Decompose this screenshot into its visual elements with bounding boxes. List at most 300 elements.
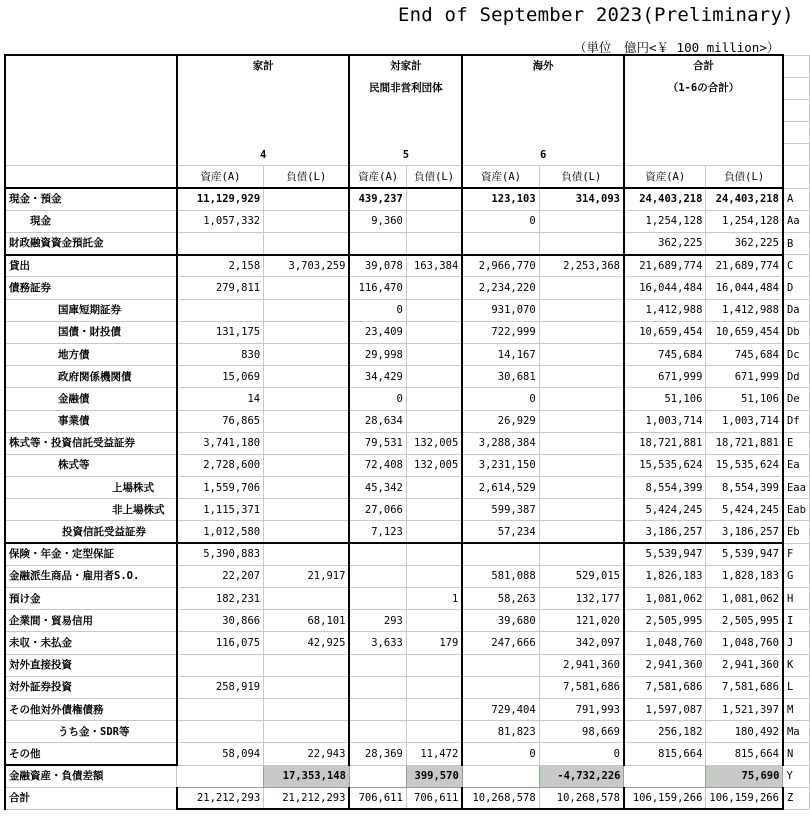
liability-header: 負債(L): [539, 166, 624, 188]
liability-value: 314,093: [539, 188, 624, 210]
code-col-blank: [783, 99, 810, 121]
asset-value: [349, 233, 406, 255]
asset-value: [462, 765, 539, 787]
liability-value: 106,159,266: [706, 787, 783, 809]
liability-value: [406, 676, 462, 698]
liability-value: 75,690: [706, 765, 783, 787]
asset-value: 0: [349, 299, 406, 321]
row-code: Db: [783, 321, 810, 343]
asset-value: 439,237: [349, 188, 406, 210]
asset-value: 2,614,529: [462, 477, 539, 499]
asset-value: 2,941,360: [624, 654, 706, 676]
liability-value: 51,106: [706, 388, 783, 410]
asset-value: 5,424,245: [624, 499, 706, 521]
liability-value: [264, 388, 350, 410]
liability-value: [406, 698, 462, 720]
asset-value: [177, 654, 264, 676]
row-code: E: [783, 432, 810, 454]
asset-value: [177, 233, 264, 255]
row-code: Dc: [783, 343, 810, 365]
asset-value: 22,207: [177, 565, 264, 587]
liability-value: [406, 299, 462, 321]
liability-value: [406, 565, 462, 587]
liability-value: [264, 721, 350, 743]
asset-value: 1,048,760: [624, 632, 706, 654]
asset-value: [349, 765, 406, 787]
asset-value: [177, 721, 264, 743]
asset-value: 18,721,881: [624, 432, 706, 454]
table-row: [5, 499, 810, 521]
liability-value: [264, 321, 350, 343]
asset-value: 10,659,454: [624, 321, 706, 343]
row-label: 対外証券投資: [5, 676, 177, 698]
liability-value: 529,015: [539, 565, 624, 587]
liability-value: [264, 432, 350, 454]
row-code: Eab: [783, 499, 810, 521]
code-col-blank: [783, 166, 810, 188]
code-col-blank: [783, 77, 810, 99]
asset-value: 26,929: [462, 410, 539, 432]
table-row: [5, 366, 810, 388]
asset-value: 15,535,624: [624, 454, 706, 476]
table-row: [5, 787, 810, 809]
group-header: 合計: [624, 55, 783, 77]
liability-value: 21,917: [264, 565, 350, 587]
asset-value: 72,408: [349, 454, 406, 476]
asset-value: 1,412,988: [624, 299, 706, 321]
asset-value: 57,234: [462, 521, 539, 543]
row-label: 対外直接投資: [5, 654, 177, 676]
asset-value: 2,158: [177, 255, 264, 277]
table-row: [5, 743, 810, 765]
asset-value: 362,225: [624, 233, 706, 255]
asset-value: 51,106: [624, 388, 706, 410]
row-code: Y: [783, 765, 810, 787]
table-row: [5, 299, 810, 321]
liability-value: 163,384: [406, 255, 462, 277]
liability-value: [539, 321, 624, 343]
liability-value: [264, 543, 350, 565]
row-code: C: [783, 255, 810, 277]
liability-value: [539, 499, 624, 521]
asset-value: [349, 588, 406, 610]
liability-value: [539, 277, 624, 299]
row-label: 上場株式: [5, 477, 177, 499]
row-label: 貸出: [5, 255, 177, 277]
liability-value: 791,993: [539, 698, 624, 720]
liability-value: 1: [406, 588, 462, 610]
row-code: Da: [783, 299, 810, 321]
group-number: 5: [349, 144, 462, 166]
liability-value: 8,554,399: [706, 477, 783, 499]
asset-value: 0: [349, 388, 406, 410]
asset-value: 28,369: [349, 743, 406, 765]
liability-value: [539, 432, 624, 454]
asset-value: 28,634: [349, 410, 406, 432]
row-label: うち金・SDR等: [5, 721, 177, 743]
asset-value: 14: [177, 388, 264, 410]
group-header: 家計: [177, 55, 350, 77]
table-row: [5, 698, 810, 720]
table-row: [5, 255, 810, 277]
asset-value: 1,115,371: [177, 499, 264, 521]
asset-value: 24,403,218: [624, 188, 706, 210]
group-spacer: [177, 99, 350, 121]
liability-value: [264, 477, 350, 499]
asset-value: 931,070: [462, 299, 539, 321]
code-col-blank: [783, 55, 810, 77]
liability-value: 22,943: [264, 743, 350, 765]
asset-value: 0: [462, 743, 539, 765]
liability-value: 10,268,578: [539, 787, 624, 809]
liability-value: 132,005: [406, 432, 462, 454]
liability-value: [264, 499, 350, 521]
liability-value: 1,254,128: [706, 210, 783, 232]
asset-value: 116,470: [349, 277, 406, 299]
asset-value: 1,254,128: [624, 210, 706, 232]
row-label: 金融債: [5, 388, 177, 410]
asset-value: 256,182: [624, 721, 706, 743]
liability-value: 16,044,484: [706, 277, 783, 299]
table-row: [5, 565, 810, 587]
row-label: 現金・預金: [5, 188, 177, 210]
liability-value: 42,925: [264, 632, 350, 654]
liability-value: 132,177: [539, 588, 624, 610]
row-label: 国債・財投債: [5, 321, 177, 343]
liability-value: [264, 188, 350, 210]
asset-value: 830: [177, 343, 264, 365]
asset-value: 0: [462, 210, 539, 232]
asset-value: 581,088: [462, 565, 539, 587]
row-label: 保険・年金・定型保証: [5, 543, 177, 565]
row-code: Z: [783, 787, 810, 809]
liability-value: 5,539,947: [706, 543, 783, 565]
liability-value: [264, 233, 350, 255]
asset-value: 3,741,180: [177, 432, 264, 454]
asset-value: 599,387: [462, 499, 539, 521]
liability-value: [406, 233, 462, 255]
asset-value: 58,094: [177, 743, 264, 765]
asset-value: [349, 565, 406, 587]
row-label: 株式等: [5, 454, 177, 476]
row-label: その他対外債権債務: [5, 698, 177, 720]
row-code: F: [783, 543, 810, 565]
liability-value: [264, 210, 350, 232]
liability-value: 745,684: [706, 343, 783, 365]
liability-value: [539, 366, 624, 388]
table-row: [5, 588, 810, 610]
asset-value: 7,581,686: [624, 676, 706, 698]
liability-value: 11,472: [406, 743, 462, 765]
report-title: End of September 2023(Preliminary): [398, 4, 794, 26]
liability-value: [539, 521, 624, 543]
group-spacer: [462, 122, 624, 144]
liability-value: [264, 588, 350, 610]
asset-value: 279,811: [177, 277, 264, 299]
liability-value: [406, 188, 462, 210]
asset-value: 10,268,578: [462, 787, 539, 809]
asset-value: 58,263: [462, 588, 539, 610]
asset-value: 39,680: [462, 610, 539, 632]
row-label: 現金: [5, 210, 177, 232]
asset-header: 資産(A): [349, 166, 406, 188]
asset-value: 1,012,580: [177, 521, 264, 543]
liability-value: 68,101: [264, 610, 350, 632]
asset-value: [177, 698, 264, 720]
liability-value: [264, 454, 350, 476]
asset-value: 5,539,947: [624, 543, 706, 565]
asset-value: 27,066: [349, 499, 406, 521]
group-number: 4: [177, 144, 350, 166]
row-label: その他: [5, 743, 177, 765]
liability-value: [539, 233, 624, 255]
asset-value: [349, 676, 406, 698]
asset-value: 11,129,929: [177, 188, 264, 210]
liability-value: [539, 477, 624, 499]
row-label: 金融派生商品・雇用者S.O.: [5, 565, 177, 587]
group-number: [624, 144, 783, 166]
asset-value: 729,404: [462, 698, 539, 720]
liability-value: [406, 654, 462, 676]
row-code: Ea: [783, 454, 810, 476]
liability-value: 815,664: [706, 743, 783, 765]
liability-value: [406, 610, 462, 632]
liability-value: 24,403,218: [706, 188, 783, 210]
header-blank: [5, 166, 177, 188]
asset-value: 293: [349, 610, 406, 632]
asset-value: 14,167: [462, 343, 539, 365]
liability-value: 132,005: [406, 454, 462, 476]
table-row: [5, 321, 810, 343]
row-code: B: [783, 233, 810, 255]
row-code: Ma: [783, 721, 810, 743]
liability-value: [539, 343, 624, 365]
table-row: [5, 277, 810, 299]
liability-value: 17,353,148: [264, 765, 350, 787]
asset-value: 706,611: [349, 787, 406, 809]
asset-value: 23,409: [349, 321, 406, 343]
liability-value: [406, 477, 462, 499]
asset-value: 1,003,714: [624, 410, 706, 432]
table-row: [5, 233, 810, 255]
table-row: [5, 521, 810, 543]
liability-value: 7,581,686: [539, 676, 624, 698]
financial-table: [4, 54, 810, 810]
group-spacer: [349, 122, 462, 144]
group-spacer: [624, 122, 783, 144]
row-code: I: [783, 610, 810, 632]
row-label: 債務証券: [5, 277, 177, 299]
table-row: [5, 388, 810, 410]
liability-value: [406, 499, 462, 521]
asset-value: 3,633: [349, 632, 406, 654]
table-row: [5, 188, 810, 210]
group-spacer: [462, 99, 624, 121]
row-code: De: [783, 388, 810, 410]
liability-value: [264, 410, 350, 432]
asset-value: 671,999: [624, 366, 706, 388]
asset-value: 2,234,220: [462, 277, 539, 299]
row-label: 株式等・投資信託受益証券: [5, 432, 177, 454]
asset-value: 21,689,774: [624, 255, 706, 277]
asset-value: 16,044,484: [624, 277, 706, 299]
code-col-blank: [783, 122, 810, 144]
asset-value: 81,823: [462, 721, 539, 743]
row-label: 預け金: [5, 588, 177, 610]
asset-value: 1,559,706: [177, 477, 264, 499]
liability-value: 2,253,368: [539, 255, 624, 277]
row-code: K: [783, 654, 810, 676]
liability-value: 2,505,995: [706, 610, 783, 632]
asset-value: 745,684: [624, 343, 706, 365]
asset-value: [462, 654, 539, 676]
asset-value: 123,103: [462, 188, 539, 210]
asset-value: 7,123: [349, 521, 406, 543]
liability-value: 1,521,397: [706, 698, 783, 720]
liability-value: [406, 277, 462, 299]
asset-value: 1,826,183: [624, 565, 706, 587]
liability-value: 18,721,881: [706, 432, 783, 454]
liability-value: [264, 676, 350, 698]
liability-value: [539, 388, 624, 410]
asset-value: 1,081,062: [624, 588, 706, 610]
table-row: [5, 432, 810, 454]
asset-value: 5,390,883: [177, 543, 264, 565]
liability-value: 2,941,360: [706, 654, 783, 676]
asset-value: [349, 698, 406, 720]
row-label: 投資信託受益証券: [5, 521, 177, 543]
row-code: H: [783, 588, 810, 610]
table-row: [5, 676, 810, 698]
table-row: [5, 654, 810, 676]
liability-value: 1,048,760: [706, 632, 783, 654]
row-code: M: [783, 698, 810, 720]
asset-value: 3,186,257: [624, 521, 706, 543]
asset-value: 131,175: [177, 321, 264, 343]
asset-value: [177, 299, 264, 321]
asset-value: 1,597,087: [624, 698, 706, 720]
liability-value: [264, 366, 350, 388]
table-row: [5, 410, 810, 432]
group-spacer: [177, 122, 350, 144]
asset-value: [462, 233, 539, 255]
asset-value: 116,075: [177, 632, 264, 654]
row-label: 未収・未払金: [5, 632, 177, 654]
asset-value: 30,866: [177, 610, 264, 632]
row-code: N: [783, 743, 810, 765]
group-number: 6: [462, 144, 624, 166]
asset-value: 722,999: [462, 321, 539, 343]
liability-value: [406, 388, 462, 410]
table-row: [5, 721, 810, 743]
liability-value: [539, 454, 624, 476]
asset-value: 29,998: [349, 343, 406, 365]
liability-value: 0: [539, 743, 624, 765]
liability-value: [539, 410, 624, 432]
liability-value: [539, 299, 624, 321]
group-spacer: [624, 99, 783, 121]
asset-value: 2,728,600: [177, 454, 264, 476]
group-header: 海外: [462, 55, 624, 77]
asset-value: 182,231: [177, 588, 264, 610]
asset-value: 79,531: [349, 432, 406, 454]
header-blank: [5, 55, 177, 166]
asset-value: [349, 654, 406, 676]
asset-value: [462, 543, 539, 565]
asset-value: 1,057,332: [177, 210, 264, 232]
unit-note: （単位 億円<￥ 100 million>）: [574, 40, 780, 55]
liability-value: [406, 521, 462, 543]
asset-value: [349, 721, 406, 743]
liability-value: [539, 543, 624, 565]
row-code: G: [783, 565, 810, 587]
liability-value: [406, 321, 462, 343]
group-subheader: [462, 77, 624, 99]
asset-value: 3,288,384: [462, 432, 539, 454]
asset-value: 815,664: [624, 743, 706, 765]
row-code: Eb: [783, 521, 810, 543]
asset-value: 106,159,266: [624, 787, 706, 809]
liability-value: [406, 210, 462, 232]
liability-value: 3,703,259: [264, 255, 350, 277]
liability-value: [406, 410, 462, 432]
table-row: [5, 543, 810, 565]
table-row: [5, 632, 810, 654]
row-code: D: [783, 277, 810, 299]
row-code: A: [783, 188, 810, 210]
asset-value: 2,966,770: [462, 255, 539, 277]
asset-value: 8,554,399: [624, 477, 706, 499]
liability-value: 399,570: [406, 765, 462, 787]
table-row: [5, 343, 810, 365]
asset-value: 2,505,995: [624, 610, 706, 632]
liability-value: 1,828,183: [706, 565, 783, 587]
row-code: Df: [783, 410, 810, 432]
table-row: [5, 477, 810, 499]
code-col-blank: [783, 144, 810, 166]
liability-value: 362,225: [706, 233, 783, 255]
liability-value: [264, 521, 350, 543]
row-label: 金融資産・負債差額: [5, 765, 177, 787]
liability-value: 706,611: [406, 787, 462, 809]
liability-value: 179: [406, 632, 462, 654]
liability-header: 負債(L): [406, 166, 462, 188]
liability-value: 5,424,245: [706, 499, 783, 521]
asset-header: 資産(A): [177, 166, 264, 188]
liability-value: 180,492: [706, 721, 783, 743]
asset-value: 39,078: [349, 255, 406, 277]
asset-value: 30,681: [462, 366, 539, 388]
asset-value: [624, 765, 706, 787]
asset-value: [177, 765, 264, 787]
liability-value: 21,689,774: [706, 255, 783, 277]
table-row: [5, 610, 810, 632]
row-label: 地方債: [5, 343, 177, 365]
liability-value: 98,669: [539, 721, 624, 743]
liability-header: 負債(L): [264, 166, 350, 188]
row-label: 非上場株式: [5, 499, 177, 521]
liability-value: 342,097: [539, 632, 624, 654]
table-row: [5, 210, 810, 232]
group-subheader: 民間非営利団体: [349, 77, 462, 99]
asset-value: 76,865: [177, 410, 264, 432]
liability-value: [406, 543, 462, 565]
liability-value: -4,732,226: [539, 765, 624, 787]
liability-value: 1,081,062: [706, 588, 783, 610]
liability-value: 2,941,360: [539, 654, 624, 676]
liability-value: [406, 721, 462, 743]
row-code: J: [783, 632, 810, 654]
